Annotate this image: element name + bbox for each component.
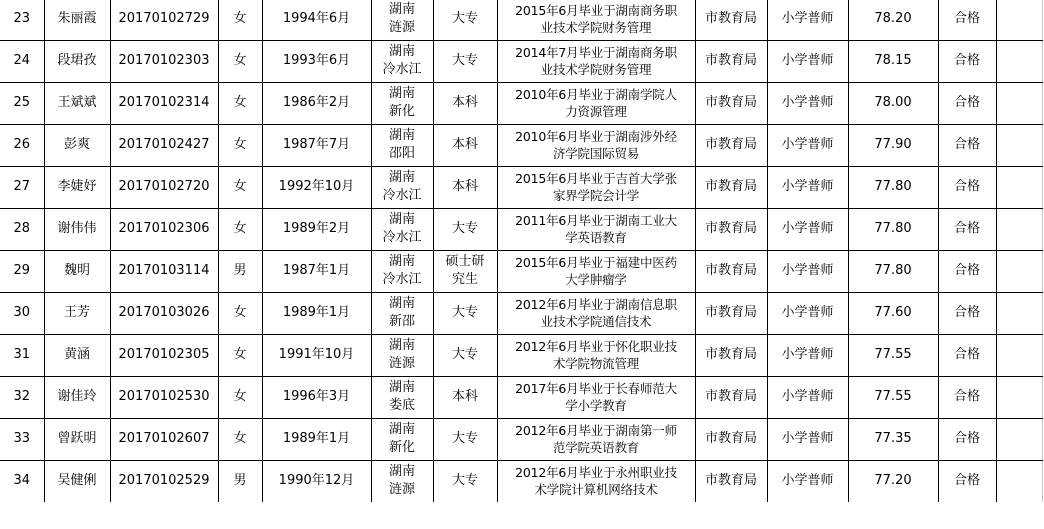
graduation-info-cell: 2015年6月毕业于吉首大学张 家界学院会计学 — [497, 166, 695, 208]
birth-date-cell: 1987年1月 — [262, 250, 371, 292]
row-number-cell: 31 — [0, 334, 44, 376]
gender-cell: 男 — [218, 250, 262, 292]
result-cell: 合格 — [938, 460, 996, 502]
position-cell: 小学普师 — [767, 250, 848, 292]
result-cell: 合格 — [938, 334, 996, 376]
row-number-cell: 28 — [0, 208, 44, 250]
education-level-cell: 大专 — [433, 418, 497, 460]
table-row — [0, 208, 1044, 250]
department-cell: 市教育局 — [695, 376, 767, 418]
position-cell: 小学普师 — [767, 40, 848, 82]
education-level-cell: 硕士研 究生 — [433, 250, 497, 292]
exam-id-cell: 20170102729 — [110, 0, 218, 40]
gender-cell: 女 — [218, 418, 262, 460]
graduation-info-cell: 2012年6月毕业于湖南信息职 业技术学院通信技术 — [497, 292, 695, 334]
birth-date-cell: 1990年12月 — [262, 460, 371, 502]
hometown-cell: 湖南 涟源 — [371, 334, 433, 376]
graduation-info-cell: 2012年6月毕业于永州职业技 术学院计算机网络技术 — [497, 460, 695, 502]
birth-date-cell: 1989年1月 — [262, 292, 371, 334]
department-cell: 市教育局 — [695, 40, 767, 82]
birth-date-cell: 1992年10月 — [262, 166, 371, 208]
gender-cell: 女 — [218, 0, 262, 40]
department-cell: 市教育局 — [695, 460, 767, 502]
name-cell: 吴健俐 — [44, 460, 110, 502]
name-cell: 段珺孜 — [44, 40, 110, 82]
birth-date-cell: 1989年2月 — [262, 208, 371, 250]
table-row — [0, 418, 1044, 460]
exam-id-cell: 20170102607 — [110, 418, 218, 460]
table-row — [0, 334, 1044, 376]
gender-cell: 男 — [218, 460, 262, 502]
score-cell: 77.80 — [848, 166, 938, 208]
birth-date-cell: 1993年6月 — [262, 40, 371, 82]
birth-date-cell: 1986年2月 — [262, 82, 371, 124]
row-number-cell: 30 — [0, 292, 44, 334]
position-cell: 小学普师 — [767, 124, 848, 166]
score-cell: 78.20 — [848, 0, 938, 40]
hometown-cell: 湖南 涟源 — [371, 0, 433, 40]
graduation-info-cell: 2010年6月毕业于湖南涉外经 济学院国际贸易 — [497, 124, 695, 166]
table-row — [0, 292, 1044, 334]
score-cell: 77.35 — [848, 418, 938, 460]
birth-date-cell: 1991年10月 — [262, 334, 371, 376]
hometown-cell: 湖南 涟源 — [371, 460, 433, 502]
gender-cell: 女 — [218, 124, 262, 166]
exam-id-cell: 20170102314 — [110, 82, 218, 124]
empty-cell — [996, 334, 1042, 376]
gender-cell: 女 — [218, 82, 262, 124]
graduation-info-cell: 2015年6月毕业于湖南商务职 业技术学院财务管理 — [497, 0, 695, 40]
name-cell: 李婕妤 — [44, 166, 110, 208]
table-row — [0, 82, 1044, 124]
department-cell: 市教育局 — [695, 208, 767, 250]
education-level-cell: 大专 — [433, 460, 497, 502]
table-row — [0, 0, 1044, 40]
hometown-cell: 湖南 娄底 — [371, 376, 433, 418]
exam-id-cell: 20170103026 — [110, 292, 218, 334]
table-row — [0, 250, 1044, 292]
graduation-info-cell: 2012年6月毕业于怀化职业技 术学院物流管理 — [497, 334, 695, 376]
education-level-cell: 本科 — [433, 124, 497, 166]
row-number-cell: 26 — [0, 124, 44, 166]
graduation-info-cell: 2011年6月毕业于湖南工业大 学英语教育 — [497, 208, 695, 250]
row-number-cell: 24 — [0, 40, 44, 82]
result-cell: 合格 — [938, 376, 996, 418]
result-cell: 合格 — [938, 82, 996, 124]
score-cell: 77.90 — [848, 124, 938, 166]
empty-cell — [996, 208, 1042, 250]
education-level-cell: 大专 — [433, 208, 497, 250]
hometown-cell: 湖南 新化 — [371, 82, 433, 124]
hometown-cell: 湖南 邵阳 — [371, 124, 433, 166]
education-level-cell: 本科 — [433, 376, 497, 418]
result-cell: 合格 — [938, 124, 996, 166]
empty-cell — [996, 124, 1042, 166]
table-row — [0, 460, 1044, 502]
empty-cell — [996, 166, 1042, 208]
graduation-info-cell: 2017年6月毕业于长春师范大 学小学教育 — [497, 376, 695, 418]
name-cell: 魏明 — [44, 250, 110, 292]
department-cell: 市教育局 — [695, 418, 767, 460]
score-cell: 77.55 — [848, 334, 938, 376]
education-level-cell: 大专 — [433, 292, 497, 334]
gender-cell: 女 — [218, 376, 262, 418]
gender-cell: 女 — [218, 334, 262, 376]
score-cell: 77.80 — [848, 250, 938, 292]
row-number-cell: 23 — [0, 0, 44, 40]
score-cell: 78.15 — [848, 40, 938, 82]
row-number-cell: 34 — [0, 460, 44, 502]
position-cell: 小学普师 — [767, 208, 848, 250]
department-cell: 市教育局 — [695, 292, 767, 334]
exam-id-cell: 20170102720 — [110, 166, 218, 208]
position-cell: 小学普师 — [767, 460, 848, 502]
position-cell: 小学普师 — [767, 0, 848, 40]
table-row — [0, 40, 1044, 82]
position-cell: 小学普师 — [767, 166, 848, 208]
birth-date-cell: 1989年1月 — [262, 418, 371, 460]
empty-cell — [996, 0, 1042, 40]
name-cell: 曾跃明 — [44, 418, 110, 460]
graduation-info-cell: 2015年6月毕业于福建中医药 大学肿瘤学 — [497, 250, 695, 292]
birth-date-cell: 1987年7月 — [262, 124, 371, 166]
education-level-cell: 大专 — [433, 40, 497, 82]
gender-cell: 女 — [218, 292, 262, 334]
row-number-cell: 33 — [0, 418, 44, 460]
hometown-cell: 湖南 新邵 — [371, 292, 433, 334]
name-cell: 朱丽霞 — [44, 0, 110, 40]
position-cell: 小学普师 — [767, 82, 848, 124]
education-level-cell: 大专 — [433, 334, 497, 376]
graduation-info-cell: 2010年6月毕业于湖南学院人 力资源管理 — [497, 82, 695, 124]
exam-id-cell: 20170102530 — [110, 376, 218, 418]
exam-id-cell: 20170103114 — [110, 250, 218, 292]
row-number-cell: 25 — [0, 82, 44, 124]
position-cell: 小学普师 — [767, 334, 848, 376]
empty-cell — [996, 292, 1042, 334]
result-cell: 合格 — [938, 250, 996, 292]
graduation-info-cell: 2014年7月毕业于湖南商务职 业技术学院财务管理 — [497, 40, 695, 82]
birth-date-cell: 1996年3月 — [262, 376, 371, 418]
position-cell: 小学普师 — [767, 418, 848, 460]
empty-cell — [996, 82, 1042, 124]
gender-cell: 女 — [218, 208, 262, 250]
table-row — [0, 376, 1044, 418]
score-cell: 77.60 — [848, 292, 938, 334]
education-level-cell: 本科 — [433, 166, 497, 208]
score-cell: 77.55 — [848, 376, 938, 418]
score-cell: 77.80 — [848, 208, 938, 250]
graduation-info-cell: 2012年6月毕业于湖南第一师 范学院英语教育 — [497, 418, 695, 460]
score-cell: 77.20 — [848, 460, 938, 502]
result-cell: 合格 — [938, 208, 996, 250]
department-cell: 市教育局 — [695, 166, 767, 208]
name-cell: 彭爽 — [44, 124, 110, 166]
hometown-cell: 湖南 新化 — [371, 418, 433, 460]
education-level-cell: 大专 — [433, 0, 497, 40]
result-cell: 合格 — [938, 0, 996, 40]
department-cell: 市教育局 — [695, 82, 767, 124]
hometown-cell: 湖南 冷水江 — [371, 40, 433, 82]
name-cell: 王芳 — [44, 292, 110, 334]
table-row — [0, 124, 1044, 166]
exam-id-cell: 20170102529 — [110, 460, 218, 502]
result-cell: 合格 — [938, 40, 996, 82]
department-cell: 市教育局 — [695, 124, 767, 166]
score-cell: 78.00 — [848, 82, 938, 124]
table-row — [0, 166, 1044, 208]
row-number-cell: 29 — [0, 250, 44, 292]
empty-cell — [996, 460, 1042, 502]
hometown-cell: 湖南 冷水江 — [371, 250, 433, 292]
empty-cell — [996, 418, 1042, 460]
empty-cell — [996, 376, 1042, 418]
row-number-cell: 27 — [0, 166, 44, 208]
exam-id-cell: 20170102303 — [110, 40, 218, 82]
result-cell: 合格 — [938, 418, 996, 460]
department-cell: 市教育局 — [695, 334, 767, 376]
department-cell: 市教育局 — [695, 250, 767, 292]
row-number-cell: 32 — [0, 376, 44, 418]
gender-cell: 女 — [218, 40, 262, 82]
name-cell: 黄涵 — [44, 334, 110, 376]
gender-cell: 女 — [218, 166, 262, 208]
education-level-cell: 本科 — [433, 82, 497, 124]
name-cell: 谢佳玲 — [44, 376, 110, 418]
hometown-cell: 湖南 冷水江 — [371, 208, 433, 250]
empty-cell — [996, 250, 1042, 292]
name-cell: 谢伟伟 — [44, 208, 110, 250]
result-cell: 合格 — [938, 292, 996, 334]
hometown-cell: 湖南 冷水江 — [371, 166, 433, 208]
exam-id-cell: 20170102305 — [110, 334, 218, 376]
birth-date-cell: 1994年6月 — [262, 0, 371, 40]
department-cell: 市教育局 — [695, 0, 767, 40]
result-cell: 合格 — [938, 166, 996, 208]
position-cell: 小学普师 — [767, 292, 848, 334]
empty-cell — [996, 40, 1042, 82]
name-cell: 王斌斌 — [44, 82, 110, 124]
position-cell: 小学普师 — [767, 376, 848, 418]
exam-id-cell: 20170102427 — [110, 124, 218, 166]
exam-id-cell: 20170102306 — [110, 208, 218, 250]
